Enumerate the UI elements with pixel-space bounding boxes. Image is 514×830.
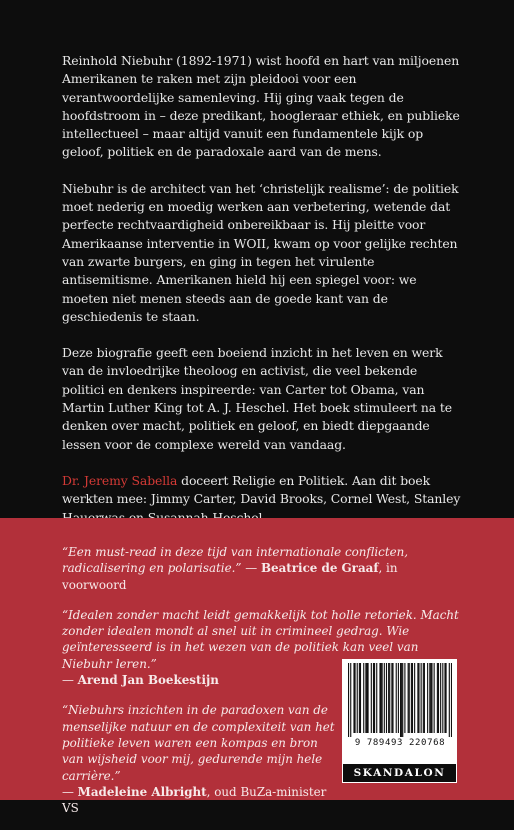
- barcode-bar: [442, 663, 443, 733]
- barcode-bar: [401, 663, 402, 737]
- barcode-bar: [381, 663, 382, 733]
- barcode-bar: [408, 663, 409, 733]
- description-paragraph-1: Reinhold Niebuhr (1892-1971) wist hoofd en hart van miljoenen Amerikanen te raken met zijn pleidooi voor een verantwoordelijke samenleving. Hij ging vaak tegen de hoofdstroom in – deze predikant, hoogleraar ethiek, en publieke intellectueel – maar altijd vanuit een fundamentele kijk op geloof, politiek en de paradoxale aard van de mens.: [62, 53, 460, 160]
- description-paragraph-2: Niebuhr is de architect van het ‘christelijk realisme’: de politiek moet nederig en moedig werken aan verbetering, wetende dat perfecte rechtvaardigheid onbereikbaar is. Hij pleitte voor Amerikaanse interventie in WOII, kwam op voor gelijke rechten van zwarte burgers, en ging in tegen het virulente antisemitisme. Amerikanen hield hij een spiegel voor: we moeten niet menen steeds aan de goede kant van de geschiedenis te staan.: [62, 180, 459, 324]
- barcode-bar: [411, 663, 412, 733]
- barcode-bar: [348, 663, 349, 737]
- barcode-bar: [392, 663, 393, 733]
- barcode-bar: [414, 663, 415, 733]
- barcode-bar: [421, 663, 422, 733]
- barcode-bar: [431, 663, 432, 733]
- barcode-bar: [386, 663, 387, 733]
- barcode-bar: [404, 663, 405, 733]
- barcode-bar: [451, 663, 452, 737]
- barcode-bar: [373, 663, 374, 733]
- barcode-bar: [402, 663, 403, 737]
- barcode-bar: [418, 663, 419, 733]
- quote-text: “Niebuhrs inzichten in de paradoxen van de menselijke natuur en de complexiteit van het politieke leven waren een kompas en bron van wijsheid voor mij, gedurende mijn hele carrière.”: [62, 703, 335, 783]
- quote-text: “Een must-read in deze tijd van internationale conflicten, radicalisering en polarisatie.”: [62, 545, 409, 576]
- description-text: [62, 52, 462, 545]
- barcode-bar: [391, 663, 392, 733]
- quote-1: [62, 544, 462, 593]
- quote-suffix: , in voorwoord: [62, 561, 398, 592]
- barcode-bar: [438, 663, 439, 733]
- barcode-bar: [400, 663, 401, 737]
- barcode-bar: [363, 663, 364, 733]
- quote-dash: —: [241, 561, 261, 576]
- quote-dash: —: [62, 784, 78, 799]
- barcode-bar: [440, 663, 441, 733]
- barcode-bar: [384, 663, 385, 733]
- barcode-bar: [388, 663, 389, 733]
- barcode-bar: [365, 663, 366, 733]
- barcode-bar: [379, 663, 380, 733]
- barcode-bar: [449, 663, 450, 737]
- description-paragraph-3: Deze biografie geeft een boeiend inzicht in het leven en werk van de invloedrijke theoloog en activist, die veel bekende politici en denkers inspireerde: van Carter tot Obama, van Martin Luther King tot A. J. Heschel. Het boek stimuleert na te denken over macht, politiek en geloof, en biedt diepgaande lessen voor de complexe wereld van vandaag.: [62, 345, 452, 452]
- barcode-bar: [371, 663, 372, 733]
- barcode-bar: [360, 663, 361, 733]
- quote-author: Beatrice de Graaf: [260, 561, 379, 576]
- barcode-bar: [430, 663, 431, 733]
- barcode-bar: [368, 663, 369, 733]
- barcode-bar: [374, 663, 375, 733]
- publisher-logo: [342, 763, 457, 783]
- barcode-bar: [357, 663, 358, 733]
- barcode-bar: [434, 663, 435, 733]
- barcode-bar: [353, 663, 354, 733]
- author-name: Dr. Jeremy Sabella: [62, 472, 178, 488]
- barcode-bar: [382, 663, 383, 733]
- publisher-logo-text: SKANDALON: [353, 767, 446, 779]
- barcode-bar: [423, 663, 424, 733]
- barcode-bar: [389, 663, 390, 733]
- barcode-bar: [437, 663, 438, 733]
- barcode-bar: [366, 663, 367, 733]
- barcode-bar: [446, 663, 447, 733]
- quote-dash: —: [62, 673, 78, 688]
- isbn-barcode: [342, 659, 457, 763]
- barcode-bar: [429, 663, 430, 733]
- barcode-bar: [409, 663, 410, 733]
- barcode-bar: [376, 663, 377, 733]
- quote-author: Arend Jan Boekestijn: [77, 673, 219, 688]
- barcode-bar: [350, 663, 351, 737]
- quote-3: [62, 702, 342, 816]
- barcode-bar: [355, 663, 356, 733]
- barcode-bar: [359, 663, 360, 733]
- barcode-bars: [348, 663, 452, 737]
- barcode-bar: [417, 663, 418, 733]
- quote-suffix: , oud BuZa-minister VS: [62, 784, 327, 816]
- quote-text: “Idealen zonder macht leidt gemakkelijk tot holle retoriek. Macht zonder idealen mondt al snel uit in crimineel gedrag. Wie geïnteresseerd is in het wezen van de politiek kan veel van Niebuhr leren.”: [62, 607, 459, 671]
- author-bio: doceert Religie en Politiek. Aan dit boek werkten mee: Jimmy Carter, David Brooks, Cornel West, Stanley: [62, 472, 461, 507]
- isbn-digits: 9 789493 220768: [354, 738, 446, 748]
- barcode-bar: [424, 663, 425, 733]
- barcode-bar: [412, 663, 413, 733]
- barcode-bar: [444, 663, 445, 733]
- barcode-bar: [396, 663, 397, 733]
- barcode-bar: [398, 663, 399, 733]
- quote-author: Madeleine Albright: [77, 784, 207, 799]
- barcode-bar: [427, 663, 428, 733]
